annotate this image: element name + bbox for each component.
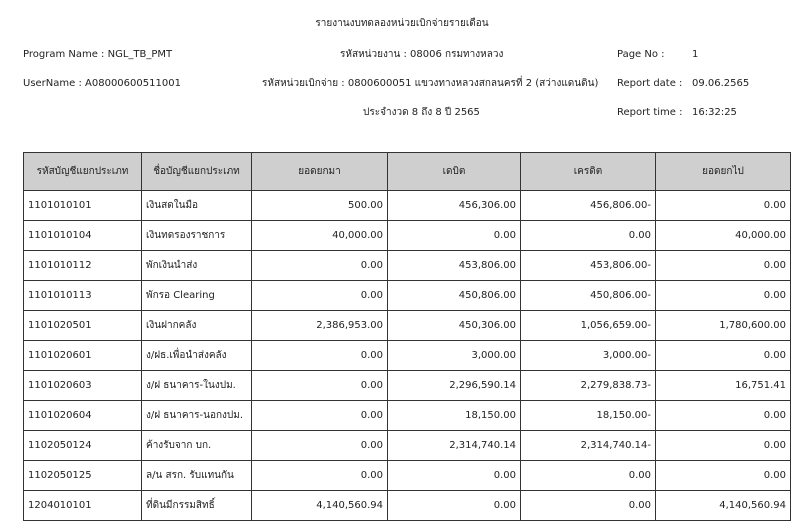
credit: 453,806.00- bbox=[521, 251, 656, 281]
credit: 3,000.00- bbox=[521, 341, 656, 371]
account-code: 1102050124 bbox=[24, 431, 142, 461]
credit: 1,056,659.00- bbox=[521, 311, 656, 341]
debit: 2,296,590.14 bbox=[388, 371, 521, 401]
account-name: เงินทดรองราชการ bbox=[142, 221, 252, 251]
disbursing-unit: รหัสหน่วยเบิกจ่าย : 0800600051 แขวงทางหลวงสกลนครที่ 2 (สว่างแดนดิน) bbox=[262, 78, 599, 89]
col-account-name: ชื่อบัญชีแยกประเภท bbox=[142, 153, 252, 191]
opening-balance: 0.00 bbox=[252, 461, 388, 491]
opening-balance: 0.00 bbox=[252, 341, 388, 371]
account-code: 1101010104 bbox=[24, 221, 142, 251]
report-title: รายงานงบทดลองหน่วยเบิกจ่ายรายเดือน bbox=[315, 18, 489, 29]
closing-balance: 0.00 bbox=[656, 431, 791, 461]
opening-balance: 0.00 bbox=[252, 251, 388, 281]
closing-balance: 4,140,560.94 bbox=[656, 491, 791, 521]
account-name: ล/น สรก. รับแทนกัน bbox=[142, 461, 252, 491]
account-code: 1101010113 bbox=[24, 281, 142, 311]
report-date-label: Report date : bbox=[617, 78, 683, 89]
table-row bbox=[24, 401, 791, 431]
opening-balance: 0.00 bbox=[252, 431, 388, 461]
credit: 0.00 bbox=[521, 461, 656, 491]
credit: 2,279,838.73- bbox=[521, 371, 656, 401]
debit: 0.00 bbox=[388, 461, 521, 491]
debit: 450,306.00 bbox=[388, 311, 521, 341]
credit: 0.00 bbox=[521, 491, 656, 521]
account-code: 1101020601 bbox=[24, 341, 142, 371]
trial-balance-table bbox=[23, 152, 791, 521]
debit: 453,806.00 bbox=[388, 251, 521, 281]
agency-code: รหัสหน่วยงาน : 08006 กรมทางหลวง bbox=[340, 49, 504, 60]
account-code: 1101020501 bbox=[24, 311, 142, 341]
account-code: 1101010112 bbox=[24, 251, 142, 281]
account-name: พักรอ Clearing bbox=[142, 281, 252, 311]
debit: 450,806.00 bbox=[388, 281, 521, 311]
credit: 450,806.00- bbox=[521, 281, 656, 311]
account-name: เงินสดในมือ bbox=[142, 191, 252, 221]
credit: 2,314,740.14- bbox=[521, 431, 656, 461]
account-name: ที่ดินมีกรรมสิทธิ์ bbox=[142, 491, 252, 521]
closing-balance: 0.00 bbox=[656, 251, 791, 281]
opening-balance: 0.00 bbox=[252, 281, 388, 311]
account-code: 1102050125 bbox=[24, 461, 142, 491]
col-credit: เครดิต bbox=[521, 153, 656, 191]
closing-balance: 0.00 bbox=[656, 191, 791, 221]
opening-balance: 500.00 bbox=[252, 191, 388, 221]
credit: 18,150.00- bbox=[521, 401, 656, 431]
col-opening-balance: ยอดยกมา bbox=[252, 153, 388, 191]
account-name: ค้างรับจาก บก. bbox=[142, 431, 252, 461]
debit: 0.00 bbox=[388, 221, 521, 251]
debit: 18,150.00 bbox=[388, 401, 521, 431]
table-row bbox=[24, 251, 791, 281]
table-row bbox=[24, 341, 791, 371]
account-code: 1101010101 bbox=[24, 191, 142, 221]
col-closing-balance: ยอดยกไป bbox=[656, 153, 791, 191]
page-no: 1 bbox=[692, 49, 699, 60]
account-code: 1101020604 bbox=[24, 401, 142, 431]
closing-balance: 1,780,600.00 bbox=[656, 311, 791, 341]
table-row bbox=[24, 431, 791, 461]
program-name: Program Name : NGL_TB_PMT bbox=[23, 49, 173, 60]
debit: 456,306.00 bbox=[388, 191, 521, 221]
report-period: ประจำงวด 8 ถึง 8 ปี 2565 bbox=[363, 107, 480, 118]
table-row bbox=[24, 371, 791, 401]
username: UserName : A08000600511001 bbox=[23, 78, 181, 89]
page-no-label: Page No : bbox=[617, 49, 665, 60]
account-name: เงินฝากคลัง bbox=[142, 311, 252, 341]
report-time-label: Report time : bbox=[617, 107, 683, 118]
table-row bbox=[24, 221, 791, 251]
debit: 0.00 bbox=[388, 491, 521, 521]
account-name: ง/ฝธ.เพื่อนำส่งคลัง bbox=[142, 341, 252, 371]
closing-balance: 0.00 bbox=[656, 401, 791, 431]
report-time: 16:32:25 bbox=[692, 107, 737, 118]
opening-balance: 2,386,953.00 bbox=[252, 311, 388, 341]
closing-balance: 16,751.41 bbox=[656, 371, 791, 401]
account-name: ง/ฝ ธนาคาร-ในงปม. bbox=[142, 371, 252, 401]
table-row bbox=[24, 461, 791, 491]
closing-balance: 0.00 bbox=[656, 281, 791, 311]
opening-balance: 4,140,560.94 bbox=[252, 491, 388, 521]
closing-balance: 40,000.00 bbox=[656, 221, 791, 251]
table-header-row bbox=[24, 153, 791, 191]
table-row bbox=[24, 311, 791, 341]
credit: 0.00 bbox=[521, 221, 656, 251]
table-row bbox=[24, 191, 791, 221]
debit: 3,000.00 bbox=[388, 341, 521, 371]
account-name: ง/ฝ ธนาคาร-นอกงปม. bbox=[142, 401, 252, 431]
table-row bbox=[24, 491, 791, 521]
account-name: พักเงินนำส่ง bbox=[142, 251, 252, 281]
col-account-code: รหัสบัญชีแยกประเภท bbox=[24, 153, 142, 191]
closing-balance: 0.00 bbox=[656, 461, 791, 491]
debit: 2,314,740.14 bbox=[388, 431, 521, 461]
report-date: 09.06.2565 bbox=[692, 78, 750, 89]
opening-balance: 0.00 bbox=[252, 401, 388, 431]
account-code: 1204010101 bbox=[24, 491, 142, 521]
opening-balance: 40,000.00 bbox=[252, 221, 388, 251]
col-debit: เดบิต bbox=[388, 153, 521, 191]
closing-balance: 0.00 bbox=[656, 341, 791, 371]
opening-balance: 0.00 bbox=[252, 371, 388, 401]
credit: 456,806.00- bbox=[521, 191, 656, 221]
table-row bbox=[24, 281, 791, 311]
account-code: 1101020603 bbox=[24, 371, 142, 401]
